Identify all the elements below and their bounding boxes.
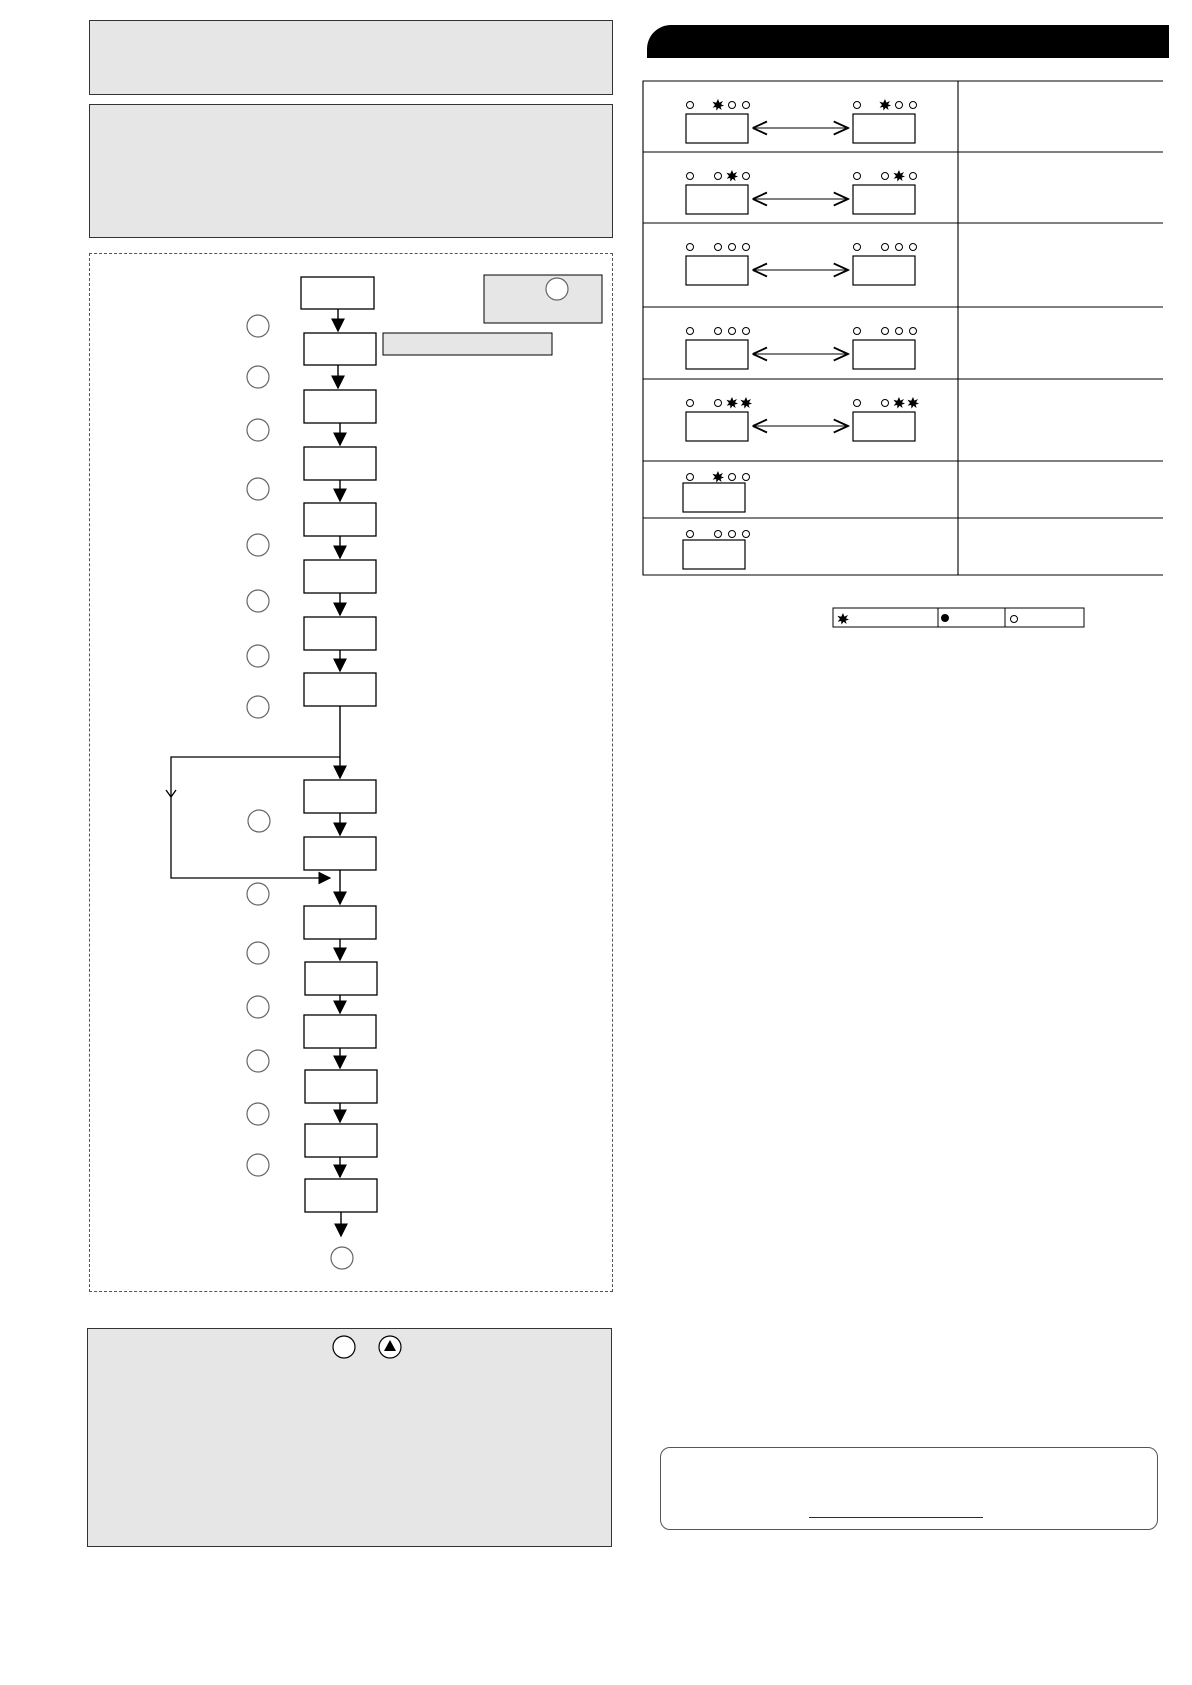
- led-table-row: [686, 328, 917, 370]
- display-box: [853, 114, 915, 143]
- led-table-row: [686, 99, 917, 143]
- flow-step-box: [304, 906, 376, 939]
- step-number-circle: [247, 996, 269, 1018]
- led-off-icon: [687, 244, 694, 251]
- led-table-row: [686, 397, 919, 441]
- display-box: [686, 412, 748, 441]
- display-box: [683, 483, 745, 512]
- led-rows: [683, 99, 919, 569]
- display-box: [686, 340, 748, 369]
- step-number-circle: [247, 419, 269, 441]
- step-number-circle: [247, 645, 269, 667]
- led-off-icon: [882, 173, 889, 180]
- led-off-icon: [729, 328, 736, 335]
- flow-step-box: [304, 560, 376, 593]
- led-off-icon: [910, 102, 917, 109]
- led-table-row: [686, 244, 917, 286]
- led-off-icon: [910, 173, 917, 180]
- led-flash-icon: [893, 170, 905, 182]
- led-off-icon: [882, 244, 889, 251]
- led-flash-icon: [726, 397, 738, 409]
- end-circle: [331, 1247, 353, 1269]
- display-box: [853, 340, 915, 369]
- flow-step-box: [305, 962, 377, 995]
- step-number-circle: [247, 883, 269, 905]
- led-flash-icon: [712, 99, 724, 111]
- led-off-icon: [896, 244, 903, 251]
- led-off-icon: [729, 474, 736, 481]
- flow-note-box: [484, 275, 602, 323]
- led-off-icon: [729, 531, 736, 538]
- led-off-icon: [729, 102, 736, 109]
- led-off-icon: [882, 400, 889, 407]
- flow-step-box: [301, 277, 374, 309]
- led-flash-icon: [893, 397, 905, 409]
- flow-step-box: [304, 780, 376, 813]
- led-off-icon: [896, 102, 903, 109]
- led-off-icon: [854, 173, 861, 180]
- display-box: [853, 185, 915, 214]
- flow-note-circle: [546, 278, 568, 300]
- step-number-circle: [247, 478, 269, 500]
- led-off-icon: [854, 244, 861, 251]
- led-off-icon: [715, 173, 722, 180]
- flow-step-box: [304, 390, 376, 423]
- led-off-icon: [854, 102, 861, 109]
- led-flash-icon: [907, 397, 919, 409]
- led-off-icon: [715, 328, 722, 335]
- display-box: [683, 540, 745, 569]
- led-off-icon: [687, 173, 694, 180]
- flow-step-box: [304, 503, 376, 536]
- led-off-icon: [854, 328, 861, 335]
- led-off-icon: [910, 328, 917, 335]
- flowchart: [166, 275, 602, 1269]
- led-off-icon: [687, 102, 694, 109]
- off-led-icon: [1011, 616, 1018, 623]
- led-off-icon: [687, 400, 694, 407]
- circle-icon: [333, 1336, 355, 1358]
- flow-step-box: [304, 447, 376, 480]
- led-table-row: [683, 471, 750, 512]
- step-number-circle: [247, 590, 269, 612]
- led-off-icon: [743, 328, 750, 335]
- led-off-icon: [854, 400, 861, 407]
- led-off-icon: [743, 173, 750, 180]
- step-number-circle: [247, 1154, 269, 1176]
- flow-step-box: [304, 837, 376, 870]
- led-off-icon: [910, 244, 917, 251]
- display-box: [686, 256, 748, 285]
- legend: [833, 608, 1084, 627]
- step-number-circle: [247, 366, 269, 388]
- step-number-circle: [248, 810, 270, 832]
- led-off-icon: [743, 244, 750, 251]
- step-number-circle: [247, 1050, 269, 1072]
- step-number-circle: [247, 1103, 269, 1125]
- flow-step-box: [304, 1015, 376, 1048]
- flow-step-box: [304, 673, 376, 706]
- led-off-icon: [687, 328, 694, 335]
- flow-step-box: [304, 617, 376, 650]
- flow-step-box: [305, 1179, 377, 1212]
- led-off-icon: [715, 531, 722, 538]
- led-flash-icon: [879, 99, 891, 111]
- step-number-circle: [247, 315, 269, 337]
- led-flash-icon: [712, 471, 724, 483]
- led-off-icon: [687, 474, 694, 481]
- led-off-icon: [743, 102, 750, 109]
- led-off-icon: [743, 531, 750, 538]
- led-off-icon: [715, 244, 722, 251]
- led-off-icon: [743, 474, 750, 481]
- step-number-circle: [247, 534, 269, 556]
- flow-step-box: [305, 1124, 377, 1157]
- led-flash-icon: [740, 397, 752, 409]
- led-table-row: [683, 531, 750, 570]
- display-box: [853, 412, 915, 441]
- step-number-circle: [247, 942, 269, 964]
- led-off-icon: [896, 328, 903, 335]
- led-flash-icon: [726, 170, 738, 182]
- led-off-icon: [715, 400, 722, 407]
- display-box: [686, 114, 748, 143]
- led-off-icon: [882, 328, 889, 335]
- led-table-row: [686, 170, 917, 214]
- flow-step-box: [304, 333, 376, 365]
- display-box: [853, 256, 915, 285]
- step-number-circle: [247, 696, 269, 718]
- led-off-icon: [729, 244, 736, 251]
- display-box: [686, 185, 748, 214]
- on-led-icon: [941, 614, 949, 622]
- led-off-icon: [687, 531, 694, 538]
- flow-side-label: [383, 333, 552, 355]
- flow-step-box: [305, 1070, 377, 1103]
